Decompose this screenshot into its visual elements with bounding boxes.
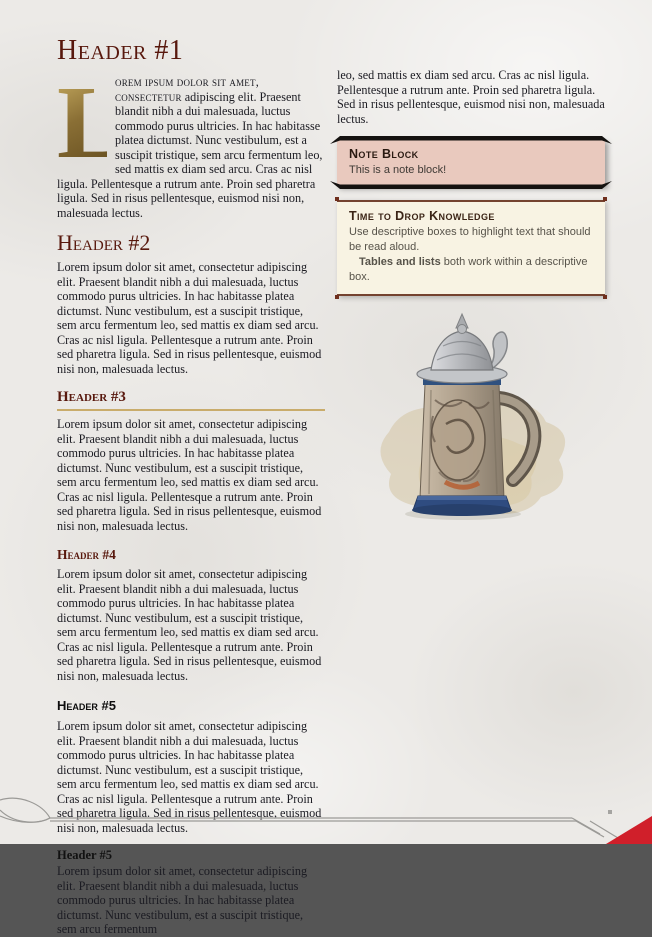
note-block: [337, 139, 605, 186]
first-line-small-caps: orem ipsum dolor sit amet, consectetur: [115, 75, 259, 104]
descriptive-box-title: Time to Drop Knowledge: [349, 209, 495, 223]
corner-dot-icon: [603, 295, 607, 299]
header-2: Header #2: [57, 230, 151, 255]
footer-ornament: [0, 792, 652, 844]
descriptive-box: [337, 200, 605, 296]
header-1: Header #1: [57, 35, 184, 66]
banner-bar-icon: [330, 181, 612, 191]
right-column: [337, 68, 605, 528]
descriptive-line: [349, 255, 593, 285]
corner-dot-icon: [335, 197, 339, 201]
beer-stein-icon: [351, 312, 591, 524]
paragraph-truncated: Lorem ipsum dolor sit amet, consectetur adipiscing elit. Praesent blandit nibh a dui malesuada, luctus commodo purus ultricies. In hac habitasse platea dictumst. Nunc vestibulum, est a suscipit tristique, sem arcu fermentum: [57, 864, 308, 936]
paragraph: Lorem ipsum dolor sit amet, consectetur adipiscing elit. Praesent blandit nibh a dui malesuada, luctus commodo purus ultricies. In hac habitasse platea dictumst. Nunc vestibulum, est a suscipit tristique, sem arcu fermentum leo, sed mattis ex diam sed arcu. Cras ac nisl ligula. Pellentesque a rutrum ante. Proin sed pharetra ligula. Sed in risus pellentesque, euismod nisi non, malesuada lectus.: [57, 417, 322, 533]
header-5: Header #5: [57, 698, 116, 713]
continuation-paragraph: leo, sed mattis ex diam sed arcu. Cras ac nisl ligula. Pellentesque a rutrum ante. Proin sed pharetra ligula. Sed in risus pellentesque, euismod nisi non, malesuada lectus.: [337, 68, 605, 126]
footer-square-icon: [608, 810, 612, 814]
stein-illustration: [337, 312, 605, 528]
paragraph: Lorem ipsum dolor sit amet, consectetur adipiscing elit. Praesent blandit nibh a dui malesuada, luctus commodo purus ultricies. In hac habitasse platea dictumst. Nunc vestibulum, est a suscipit tristique, sem arcu fermentum leo, sed mattis ex diam sed arcu. Cras ac nisl ligula. Pellentesque a rutrum ante. Proin sed pharetra ligula. Sed in risus pellentesque, euismod nisi non, malesuada lectus.: [57, 719, 322, 835]
note-block-top-banner: [330, 134, 612, 144]
header-6: Header #5: [57, 848, 112, 862]
descriptive-bold-lead: Tables and lists: [359, 256, 441, 268]
note-block-bottom-banner: [330, 181, 612, 191]
banner-bar-icon: [330, 134, 612, 144]
note-block-body: This is a note block!: [349, 164, 447, 176]
paragraph-dropcap: [57, 65, 325, 220]
page-corner-triangle-icon: [606, 816, 652, 844]
descriptive-line-rest: both work within a descriptive box.: [349, 256, 588, 283]
header-4: Header #4: [57, 547, 116, 562]
descriptive-line: Use descriptive boxes to highlight text that should be read aloud.: [349, 226, 591, 253]
descriptive-box-body: [349, 225, 593, 285]
corner-dot-icon: [603, 197, 607, 201]
paragraph: Lorem ipsum dolor sit amet, consectetur adipiscing elit. Praesent blandit nibh a dui malesuada, luctus commodo purus ultricies. In hac habitasse platea dictumst. Nunc vestibulum, est a suscipit tristique, sem arcu fermentum leo, sed mattis ex diam sed arcu. Cras ac nisl ligula. Pellentesque a rutrum ante. Proin sed pharetra ligula. Sed in risus pellentesque, euismod nisi non, malesuada lectus.: [57, 260, 322, 376]
paragraph-text: adipiscing elit. Praesent blandit nibh a dui malesuada, luctus commodo purus ultricies. In hac habitasse platea dictumst. Nunc vestibulum, est a suscipit tristique, sem arcu fermentum leo, sed mattis ex diam sed arcu. Cras ac nisl ligula. Pellentesque a rutrum ante. Proin sed pharetra ligula. Sed in risus pellentesque, euismod nisi non, malesuada lectus.: [57, 89, 323, 220]
note-block-title: Note Block: [349, 147, 419, 161]
drop-cap-letter: L: [57, 65, 127, 180]
corner-dot-icon: [335, 295, 339, 299]
paragraph: Lorem ipsum dolor sit amet, consectetur adipiscing elit. Praesent blandit nibh a dui malesuada, luctus commodo purus ultricies. In hac habitasse platea dictumst. Nunc vestibulum, est a suscipit tristique, sem arcu fermentum leo, sed mattis ex diam sed arcu. Cras ac nisl ligula. Pellentesque a rutrum ante. Proin sed pharetra ligula. Sed in risus pellentesque, euismod nisi non, malesuada lectus.: [57, 567, 322, 683]
header-3: Header #3: [57, 389, 325, 411]
